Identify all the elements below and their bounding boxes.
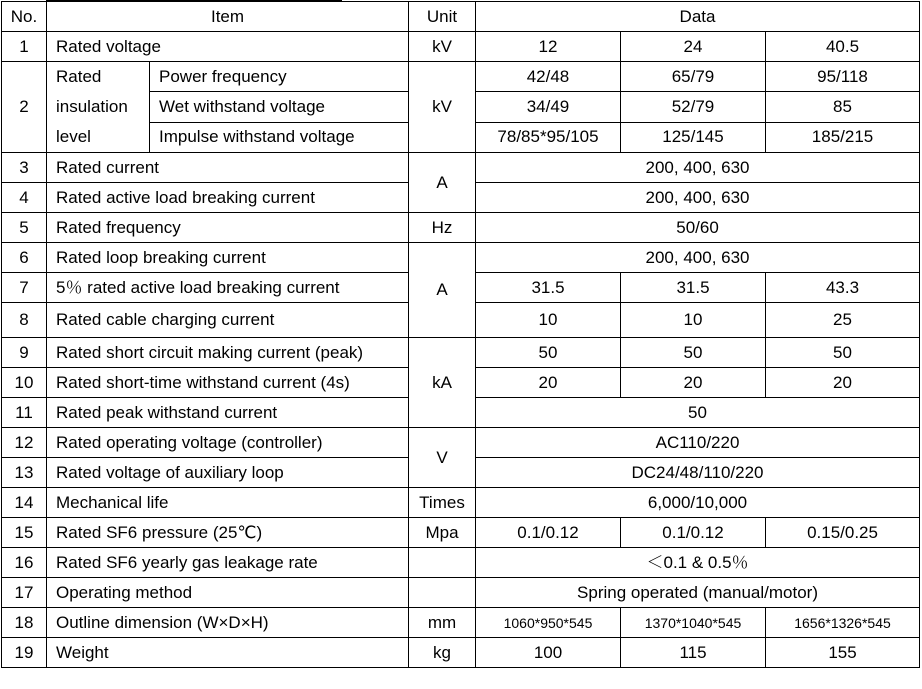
row-value: 125/145 — [621, 122, 766, 152]
row-item: Rated current — [47, 153, 409, 183]
row-no: 3 — [2, 153, 47, 183]
row-value: 50 — [621, 338, 766, 368]
row-value: 95/118 — [766, 62, 920, 92]
header-row — [2, 2, 920, 32]
row-value: 52/79 — [621, 92, 766, 122]
row-unit: kV — [409, 32, 476, 62]
row-unit: A — [409, 243, 476, 338]
row-subitem: Wet withstand voltage — [150, 92, 409, 122]
row-no: 17 — [2, 578, 47, 608]
row-subitem: Power frequency — [150, 62, 409, 92]
table-row — [2, 32, 920, 62]
header-no: No. — [2, 2, 47, 32]
row-no: 2 — [2, 62, 47, 153]
row-unit — [409, 578, 476, 608]
row-value: 155 — [766, 638, 920, 668]
row-item: Rated active load breaking current — [47, 183, 409, 213]
header-unit: Unit — [409, 2, 476, 32]
table-row — [2, 213, 920, 243]
header-data: Data — [476, 2, 920, 32]
row-unit: A — [409, 153, 476, 213]
row-item: Outline dimension (W×D×H) — [47, 608, 409, 638]
row-value: 50/60 — [476, 213, 920, 243]
row-value: 1656*1326*545 — [766, 608, 920, 638]
header-item: Item — [47, 2, 409, 32]
row-value: ＜0.1 & 0.5％ — [476, 548, 920, 578]
row-value: 50 — [476, 398, 920, 428]
table-row — [2, 518, 920, 548]
row-no: 11 — [2, 398, 47, 428]
row-item: Rated short circuit making current (peak) — [47, 338, 409, 368]
row-value: 31.5 — [621, 273, 766, 303]
row-no: 15 — [2, 518, 47, 548]
row-item: Rated loop breaking current — [47, 243, 409, 273]
row-item: Rated SF6 pressure (25℃) — [47, 518, 409, 548]
row-no: 4 — [2, 183, 47, 213]
row-no: 5 — [2, 213, 47, 243]
row-no: 10 — [2, 368, 47, 398]
row-unit: Mpa — [409, 518, 476, 548]
row-value: 34/49 — [476, 92, 621, 122]
table-row — [2, 428, 920, 458]
row-value: 115 — [621, 638, 766, 668]
row-value: 12 — [476, 32, 621, 62]
row-value: 43.3 — [766, 273, 920, 303]
table-row — [2, 488, 920, 518]
group-label-line: insulation — [56, 97, 128, 116]
row-value: 1370*1040*545 — [621, 608, 766, 638]
row-no: 8 — [2, 303, 47, 338]
row-item: Rated cable charging current — [47, 303, 409, 338]
row-unit: kg — [409, 638, 476, 668]
table-row — [2, 62, 920, 92]
row-no: 9 — [2, 338, 47, 368]
spec-table-container — [1, 1, 920, 668]
row-value: AC110/220 — [476, 428, 920, 458]
row-value: 50 — [476, 338, 621, 368]
row-value: 100 — [476, 638, 621, 668]
row-unit: kA — [409, 338, 476, 428]
row-item: Rated voltage — [47, 32, 409, 62]
row-value: 0.15/0.25 — [766, 518, 920, 548]
table-row — [2, 578, 920, 608]
spec-table — [1, 1, 920, 668]
row-item: Rated voltage of auxiliary loop — [47, 458, 409, 488]
table-row — [2, 638, 920, 668]
row-value: 31.5 — [476, 273, 621, 303]
row-unit: Times — [409, 488, 476, 518]
table-row — [2, 338, 920, 368]
row-value: 20 — [476, 368, 621, 398]
row-value: 24 — [621, 32, 766, 62]
row-item: Rated peak withstand current — [47, 398, 409, 428]
row-value: 200, 400, 630 — [476, 183, 920, 213]
row-item: 5％ rated active load breaking current — [47, 273, 409, 303]
row-value: 200, 400, 630 — [476, 243, 920, 273]
row-value: 0.1/0.12 — [476, 518, 621, 548]
row-no: 14 — [2, 488, 47, 518]
row-value: 20 — [766, 368, 920, 398]
row-value: 78/85*95/105 — [476, 122, 621, 152]
row-value: 20 — [621, 368, 766, 398]
row-unit: kV — [409, 62, 476, 153]
row-item: Rated short-time withstand current (4s) — [47, 368, 409, 398]
row-value: 0.1/0.12 — [621, 518, 766, 548]
row-unit: V — [409, 428, 476, 488]
row-value: 6,000/10,000 — [476, 488, 920, 518]
row-value: 185/215 — [766, 122, 920, 152]
row-value: 50 — [766, 338, 920, 368]
row-item: Weight — [47, 638, 409, 668]
row-item: Mechanical life — [47, 488, 409, 518]
row-group-label — [47, 62, 150, 153]
row-no: 6 — [2, 243, 47, 273]
row-no: 13 — [2, 458, 47, 488]
row-no: 16 — [2, 548, 47, 578]
row-no: 1 — [2, 32, 47, 62]
row-value: 40.5 — [766, 32, 920, 62]
row-no: 19 — [2, 638, 47, 668]
row-no: 12 — [2, 428, 47, 458]
row-no: 18 — [2, 608, 47, 638]
row-value: 1060*950*545 — [476, 608, 621, 638]
row-item: Rated operating voltage (controller) — [47, 428, 409, 458]
row-value: 85 — [766, 92, 920, 122]
row-value: 10 — [476, 303, 621, 338]
row-value: 42/48 — [476, 62, 621, 92]
row-value: DC24/48/110/220 — [476, 458, 920, 488]
row-item: Rated SF6 yearly gas leakage rate — [47, 548, 409, 578]
row-value: Spring operated (manual/motor) — [476, 578, 920, 608]
table-row — [2, 608, 920, 638]
table-row — [2, 153, 920, 183]
row-value: 10 — [621, 303, 766, 338]
row-no: 7 — [2, 273, 47, 303]
row-unit: mm — [409, 608, 476, 638]
row-item: Rated frequency — [47, 213, 409, 243]
row-value: 65/79 — [621, 62, 766, 92]
table-row — [2, 243, 920, 273]
row-subitem: Impulse withstand voltage — [150, 122, 409, 152]
row-unit — [409, 548, 476, 578]
row-value: 25 — [766, 303, 920, 338]
row-unit: Hz — [409, 213, 476, 243]
row-item: Operating method — [47, 578, 409, 608]
table-row — [2, 548, 920, 578]
group-label-line: level — [56, 127, 91, 146]
row-value: 200, 400, 630 — [476, 153, 920, 183]
group-label-line: Rated — [56, 67, 102, 86]
